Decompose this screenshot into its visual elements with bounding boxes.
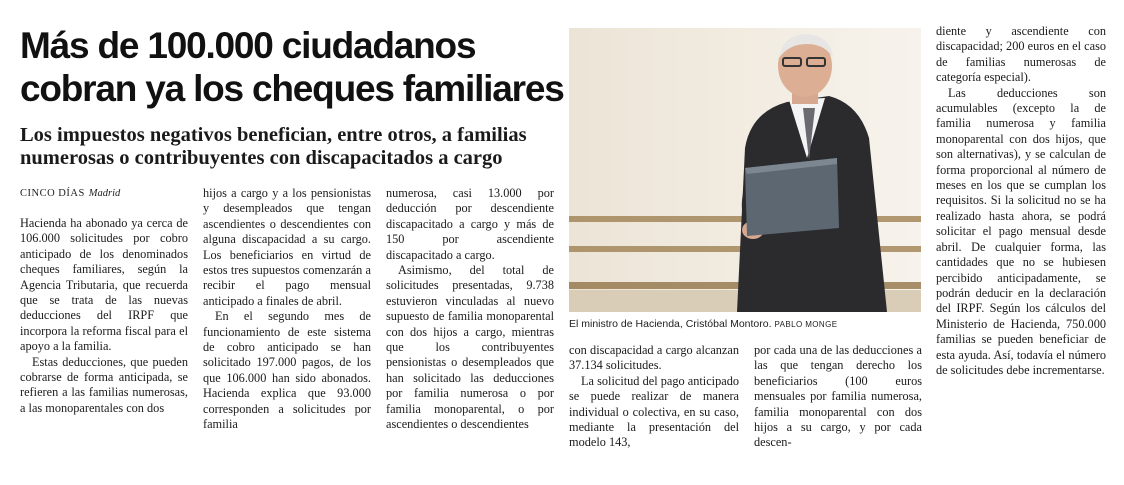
paragraph: con discapacidad a cargo alcanzan 37.134 solicitudes. xyxy=(569,343,739,373)
photo-credit: PABLO MONGE xyxy=(774,320,838,329)
paragraph: Las deducciones son acumulables (excepto la de familia numerosa y familia monoparental con dos hijos, que son alternativas), y se calculan de forma proporcional al número de meses en los que se cumplan los requisitos. Si la solicitud no se ha realizado hasta ahora, se podrá solicitar el pago mensual desde abril. De cualquier forma, las cantidades que no se hubiesen percibido anticipadamente, se podrán deducir en la declaración del IRPF. Según los cálculos del Ministerio de Hacienda, 750.000 familias se pueden beneficiar de esta ayuda. Así, todavía el número de solicitudes debe incrementarse. xyxy=(936,85,1106,377)
caption-text: El ministro de Hacienda, Cristóbal Montoro. xyxy=(569,318,772,330)
subheadline: Los impuestos negativos benefician, entre otros, a familias numerosas o contribuyentes con discapacitados a cargo xyxy=(20,124,527,169)
byline-source: CINCO DÍAS xyxy=(20,188,85,199)
byline-place: Madrid xyxy=(88,188,121,199)
paragraph: por cada una de las deducciones a las que tengan derecho los beneficiarios (100 euros mensuales por familia numerosa, familia monoparental con dos hijos a su cargo, y por cada descen- xyxy=(754,343,922,450)
paragraph: diente y ascendiente con discapacidad; 200 euros en el caso de familias numerosas de categoría especial). xyxy=(936,24,1106,85)
paragraph: Estas deducciones, que pueden cobrarse de forma anticipada, se refieren a las familias numerosas, a las monoparentales con dos xyxy=(20,354,188,415)
headline: Más de 100.000 ciudadanos cobran ya los cheques familiares xyxy=(20,25,564,109)
body-column-1 xyxy=(20,216,188,466)
minister-photo xyxy=(569,28,921,312)
byline xyxy=(20,188,195,199)
body-column-3 xyxy=(386,186,554,466)
paragraph: La solicitud del pago anticipado se puede realizar de manera individual o colectiva, en su caso, mediante la presentación del modelo 143, xyxy=(569,373,739,450)
body-column-5 xyxy=(754,343,922,468)
paragraph: En el segundo mes de funcionamiento de este sistema de cobro anticipado se han solicitado 197.000 pagos, de los que 106.000 han sido abonados. Hacienda explica que 93.000 corresponden a solicitudes por familia xyxy=(203,309,371,432)
paragraph: Asimismo, del total de solicitudes presentadas, 9.738 estuvieron vinculadas al nuevo supuesto de familia monoparental con dos hijos a cargo, mientras que los contribuyentes pensionistas o desempleados que han solicitado las deducciones por familia numerosa o por familia monoparental, o por ascendientes o descendientes xyxy=(386,263,554,432)
paragraph: Hacienda ha abonado ya cerca de 106.000 solicitudes por cobro anticipado de los denominados cheques familiares, según la Agencia Tributaria, que recuerda que se trata de las nuevas deducciones del IRPF que incorpora la reforma fiscal para el apoyo a la familia. xyxy=(20,216,188,354)
photo-caption xyxy=(569,318,921,330)
paragraph: numerosa, casi 13.000 por deducción por descendiente discapacitado a cargo y más de 150 por ascendiente discapacitado a cargo. xyxy=(386,186,554,262)
body-column-4 xyxy=(569,343,739,468)
body-column-6 xyxy=(936,24,1106,464)
body-column-2 xyxy=(203,186,371,466)
photo-illustration xyxy=(569,28,921,312)
paragraph: hijos a cargo y a los pensionistas y desempleados que tengan ascendientes o descendientes con alguna discapacidad a su cargo. Los beneficiarios en virtud de estos tres supuestos comenzarán a recibir el pago mensual anticipado a finales de abril. xyxy=(203,186,371,308)
